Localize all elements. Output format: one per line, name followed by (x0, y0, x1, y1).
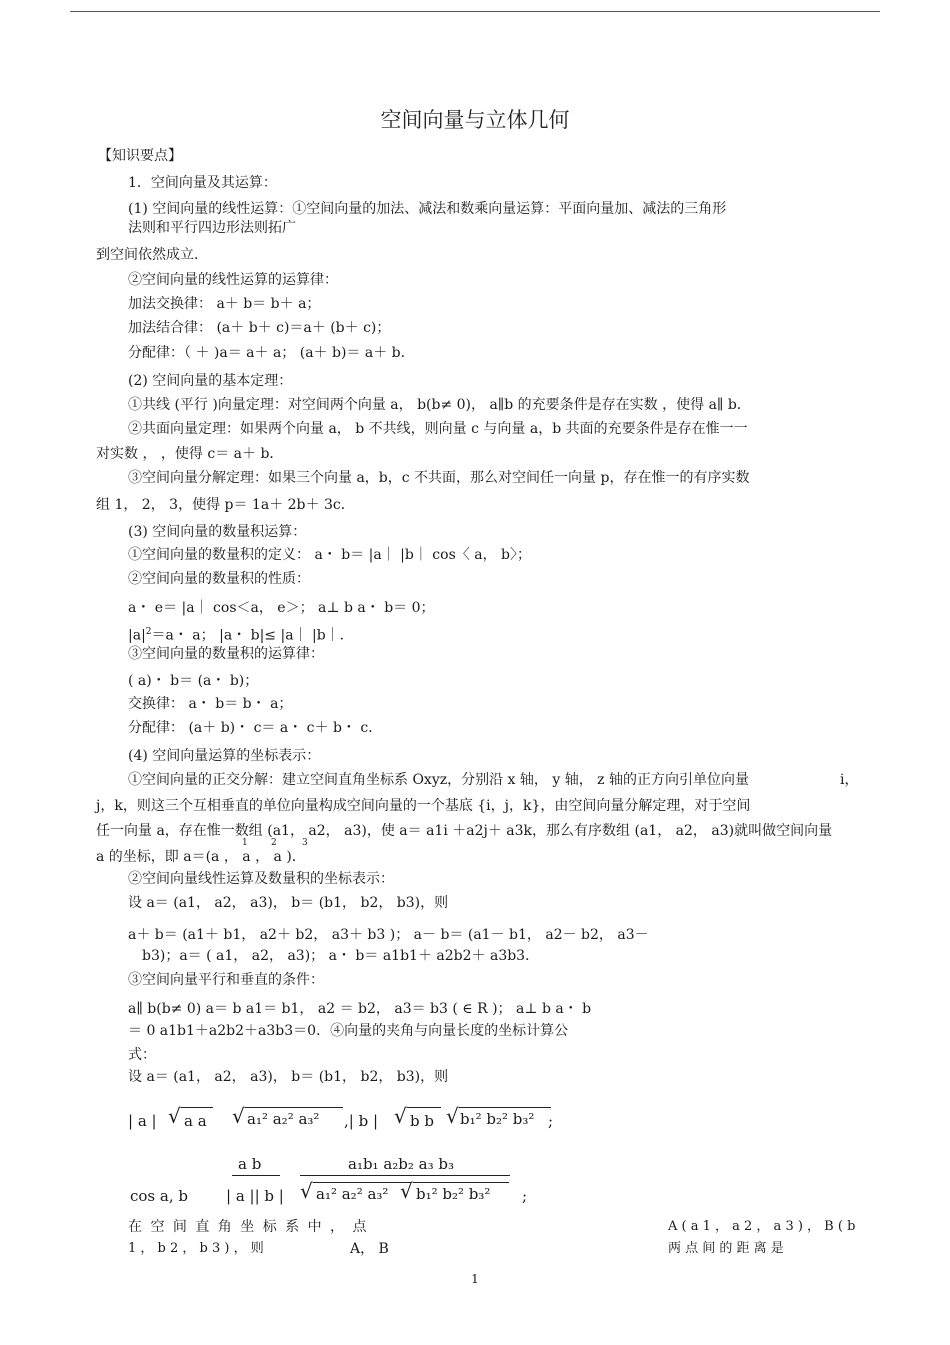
components-a: a₁² a₂² a₃² (247, 1110, 320, 1128)
text-line: ②空间向量的数量积的性质： (128, 571, 310, 587)
text-line: A， B (350, 1241, 389, 1257)
text-line: 设 a＝ (a1， a2， a3)， b＝ (b1， b2， b3)，则 (128, 895, 449, 911)
text-line: (4) 空间向量运算的坐标表示： (128, 748, 321, 764)
denominator-ab: | a || b | (226, 1187, 284, 1205)
fraction-bar (232, 1175, 280, 1176)
semicolon: ; (548, 1112, 554, 1130)
text-line: i， (840, 772, 859, 788)
header-rule (70, 11, 880, 12)
abs-a: | a | (128, 1112, 157, 1130)
text-line: ①共线 (平行 )向量定理：对空间两个向量 a， b(b≠ 0)， a∥b 的充要条件是存在实数 ，使得 a∥ b． (128, 397, 751, 413)
text-line: ②空间向量线性运算及数量积的坐标表示： (128, 871, 394, 887)
text-line: 1．空间向量及其运算： (128, 175, 277, 191)
text-line: 加法交换律： a＋ b＝ b＋ a； (128, 296, 321, 312)
text-line: 分配律： (a＋ b)・ c＝ a・ c＋ b・ c． (128, 720, 383, 736)
text-line: ②空间向量的线性运算的运算律： (128, 272, 338, 288)
text-line: (2) 空间向量的基本定理： (128, 373, 293, 389)
text-fragment: ＝a・ a； |a・ b|≤ |a｜ |b｜． (151, 627, 354, 644)
text-line: a∥ b(b≠ 0) a＝ b a1＝ b1， a2 ＝ b2， a3＝ b3 ( ∈ R )； a⊥ b a・ b (128, 1001, 592, 1017)
denominator-b: b₁² b₂² b₃² (416, 1185, 491, 1203)
text-line: 设 a＝ (a1， a2， a3)， b＝ (b1， b2， b3)，则 (128, 1069, 449, 1085)
text-line: ③空间向量分解定理：如果三个向量 a，b，c 不共面，那么对空间任一向量 p，存在惟一的有序实数 (128, 470, 750, 486)
text-line: ③空间向量平行和垂直的条件： (128, 972, 324, 988)
numerator-components: a₁b₁ a₂b₂ a₃ b₃ (348, 1155, 455, 1173)
text-line: 对实数 ， ，使得 c＝ a＋ b． (96, 446, 284, 462)
text-line: ＝ 0 a1b1＋a2b2＋a3b3＝0．④向量的夹角与向量长度的坐标计算公 (128, 1023, 569, 1039)
denominator-a: a₁² a₂² a₃² (316, 1185, 389, 1203)
text-line: 组 1， 2， 3，使得 p＝ 1a＋ 2b＋ 3c． (96, 497, 355, 513)
text-line: (1) 空间向量的线性运算：①空间向量的加法、减法和数乘向量运算：平面向量加、减法的三角形 (128, 201, 727, 217)
text-line: j，k，则这三个互相垂直的单位向量构成空间向量的一个基底 {i，j，k}，由空间向量分解定理，对于空间 (96, 798, 751, 814)
text-line (128, 623, 354, 645)
text-line: a＋ b＝ (a1＋ b1， a2＋ b2， a3＋ b3 )； a－ b＝ (a1－ b1， a2－ b2， a3－ (128, 927, 649, 943)
sqrt-icon: √ (446, 1104, 459, 1128)
subscript: 2 (271, 838, 277, 848)
text-line: a・ e＝ |a｜ cos＜a， e＞； a⊥ b a・ b＝ 0； (128, 600, 435, 616)
section-header: 【知识要点】 (98, 148, 182, 164)
sqrt-bar (459, 1107, 551, 1108)
sqrt-aa: a a (184, 1112, 207, 1130)
text-line: 式： (128, 1047, 156, 1063)
text-line: 交换律： a・ b＝ b・ a； (128, 696, 293, 712)
subscript: 3 (302, 838, 308, 848)
page-number: 1 (471, 1272, 479, 1286)
text-line: a 的坐标，即 a＝(a ， a ， a )． (96, 849, 306, 865)
text-line: b3)；a＝ ( a1， a2， a3)； a・ b＝ a1b1＋ a2b2＋ a3b3． (142, 948, 540, 964)
sqrt-icon: √ (300, 1179, 313, 1203)
text-line: ③空间向量的数量积的运算律： (128, 646, 324, 662)
semicolon: ; (522, 1187, 528, 1205)
cos-label: cos a, b (130, 1187, 188, 1205)
sqrt-bar (407, 1107, 441, 1108)
text-line: 法则和平行四边形法则拓广 (128, 220, 296, 236)
sqrt-icon: √ (394, 1104, 407, 1128)
text-fragment: |a| (128, 627, 146, 644)
subscript: 1 (242, 838, 248, 848)
sqrt-bar (245, 1107, 343, 1108)
text-line: 任一向量 a，存在惟一数组 (a1， a2， a3)，使 a＝ a1i ＋a2j＋ a3k，那么有序数组 (a1， a2， a3)就叫做空间向量 (96, 823, 833, 839)
sqrt-bb: b b (410, 1112, 434, 1130)
text-line: 到空间依然成立． (96, 247, 208, 263)
text-line: 两 点 间 的 距 离 是 (668, 1241, 784, 1256)
sqrt-icon: √ (232, 1104, 245, 1128)
text-line: 分配律：（ ＋ )a＝ a＋ a； (a＋ b)＝ a＋ b． (128, 345, 415, 361)
sqrt-bar (313, 1182, 411, 1183)
sqrt-bar (413, 1182, 509, 1183)
numerator-ab: a b (238, 1155, 262, 1173)
text-line: ①空间向量的正交分解：建立空间直角坐标系 Oxyz，分别沿 x 轴， y 轴， z 轴的正方向引单位向量 (128, 772, 749, 788)
text-line: ①空间向量的数量积的定义： a・ b＝ |a｜ |b｜ cos〈 a， b〉； (128, 547, 531, 563)
page-title: 空间向量与立体几何 (380, 108, 570, 132)
abs-b: ,| b | (344, 1112, 379, 1130)
components-b: b₁² b₂² b₃² (460, 1110, 535, 1128)
text-line: A ( a 1 ， a 2 ， a 3 ) ， B ( b (668, 1219, 856, 1234)
text-line: 在 空 间 直 角 坐 标 系 中 ， 点 (128, 1219, 369, 1235)
fraction-bar (300, 1175, 510, 1176)
text-line: 1 ， b 2 ， b 3 ) ， 则 (128, 1241, 264, 1256)
text-line: ( a)・ b＝ (a・ b)； (128, 673, 259, 689)
text-line: (3) 空间向量的数量积运算： (128, 524, 307, 540)
sqrt-icon: √ (168, 1104, 181, 1128)
superscript: 2 (145, 627, 152, 637)
sqrt-bar (181, 1107, 213, 1108)
sqrt-icon: √ (400, 1179, 413, 1203)
text-line: 加法结合律： (a＋ b＋ c)＝a＋ (b＋ c)； (128, 320, 391, 336)
text-line: ②共面向量定理：如果两个向量 a， b 不共线，则向量 c 与向量 a，b 共面的充要条件是存在惟一一 (128, 421, 748, 437)
